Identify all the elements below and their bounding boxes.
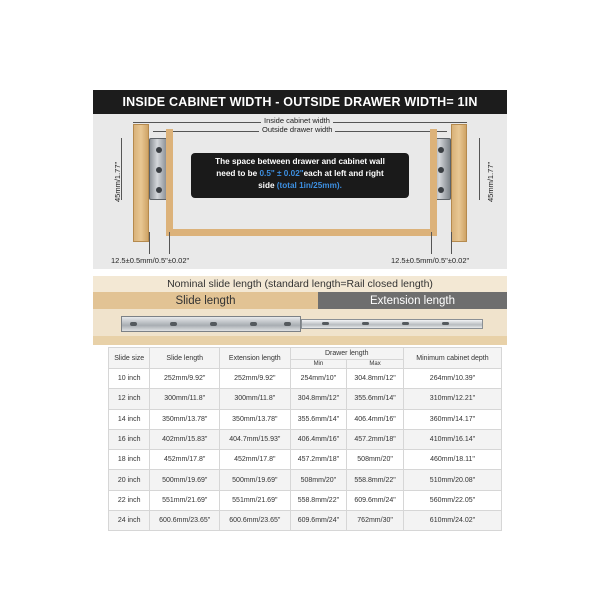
outside-drawer-width-label: Outside drawer width bbox=[259, 125, 335, 134]
table-cell: 300mm/11.8" bbox=[150, 389, 220, 409]
table-cell: 452mm/17.8" bbox=[220, 450, 291, 470]
table-cell: 560mm/22.05" bbox=[403, 490, 501, 510]
table-cell: 10 inch bbox=[109, 369, 150, 389]
table-cell: 24 inch bbox=[109, 511, 150, 531]
rail-height-label-left: 45mm/1.77" bbox=[113, 161, 122, 202]
table-row bbox=[109, 450, 502, 470]
table-cell: 452mm/17.8" bbox=[150, 450, 220, 470]
table-cell: 300mm/11.8" bbox=[220, 389, 291, 409]
table-cell: 16 inch bbox=[109, 429, 150, 449]
gap-label-left: 12.5±0.5mm/0.5"±0.02" bbox=[111, 256, 190, 265]
table-row bbox=[109, 389, 502, 409]
table-cell: 457.2mm/18" bbox=[347, 429, 404, 449]
section-title: INSIDE CABINET WIDTH - OUTSIDE DRAWER WIDTH= 1IN bbox=[93, 90, 507, 114]
table-cell: 600.6mm/23.65" bbox=[150, 511, 220, 531]
extension-length-label: Extension length bbox=[318, 292, 507, 309]
slide-base bbox=[93, 336, 507, 345]
table-cell: 558.8mm/22" bbox=[347, 470, 404, 490]
table-cell: 508mm/20" bbox=[290, 470, 347, 490]
slide-length-diagram bbox=[93, 276, 507, 345]
table-cell: 304.8mm/12" bbox=[290, 389, 347, 409]
table-cell: 402mm/15.83" bbox=[150, 429, 220, 449]
table-cell: 460mm/18.11" bbox=[403, 450, 501, 470]
gap-label-right: 12.5±0.5mm/0.5"±0.02" bbox=[391, 256, 470, 265]
table-cell: 762mm/30" bbox=[347, 511, 404, 531]
table-row bbox=[109, 470, 502, 490]
rail-extension bbox=[301, 319, 483, 329]
col-slide-length: Slide length bbox=[150, 348, 220, 369]
table-cell: 304.8mm/12" bbox=[347, 369, 404, 389]
rail-closed-body bbox=[121, 316, 301, 332]
table-cell: 360mm/14.17" bbox=[403, 409, 501, 429]
cabinet-wall-right bbox=[451, 124, 467, 242]
table-cell: 600.6mm/23.65" bbox=[220, 511, 291, 531]
info-line-3: side (total 1in/25mm). bbox=[258, 181, 342, 190]
spacing-info-box bbox=[191, 153, 409, 198]
table-cell: 252mm/9.92" bbox=[220, 369, 291, 389]
info-line-2: need to be 0.5" ± 0.02"each at left and right bbox=[216, 169, 384, 178]
table-cell: 551mm/21.69" bbox=[220, 490, 291, 510]
table-cell: 355.6mm/14" bbox=[290, 409, 347, 429]
info-line-1: The space between drawer and cabinet wall bbox=[215, 157, 385, 166]
table-cell: 20 inch bbox=[109, 470, 150, 490]
slide-length-label: Slide length bbox=[93, 292, 318, 309]
table-row bbox=[109, 490, 502, 510]
nominal-length-label: Nominal slide length (standard length=Rail closed length) bbox=[93, 276, 507, 292]
table-cell: 406.4mm/16" bbox=[290, 429, 347, 449]
table-cell: 610mm/24.02" bbox=[403, 511, 501, 531]
rail-height-line-right bbox=[479, 138, 480, 200]
table-row bbox=[109, 429, 502, 449]
table-row bbox=[109, 409, 502, 429]
table-cell: 551mm/21.69" bbox=[150, 490, 220, 510]
inside-cabinet-width-label: Inside cabinet width bbox=[261, 116, 333, 125]
table-cell: 22 inch bbox=[109, 490, 150, 510]
table-cell: 14 inch bbox=[109, 409, 150, 429]
table-cell: 500mm/19.69" bbox=[220, 470, 291, 490]
col-min-cabinet-depth: Minimum cabinet depth bbox=[403, 348, 501, 369]
table-cell: 510mm/20.08" bbox=[403, 470, 501, 490]
table-cell: 18 inch bbox=[109, 450, 150, 470]
table-cell: 406.4mm/16" bbox=[347, 409, 404, 429]
table-cell: 609.6mm/24" bbox=[347, 490, 404, 510]
cabinet-wall-left bbox=[133, 124, 149, 242]
col-slide-size: Slide size bbox=[109, 348, 150, 369]
table-cell: 457.2mm/18" bbox=[290, 450, 347, 470]
col-drawer-length: Drawer length bbox=[290, 348, 403, 360]
table-cell: 264mm/10.39" bbox=[403, 369, 501, 389]
table-cell: 254mm/10" bbox=[290, 369, 347, 389]
table-cell: 350mm/13.78" bbox=[220, 409, 291, 429]
col-drawer-min: Min bbox=[290, 360, 347, 369]
col-extension-length: Extension length bbox=[220, 348, 291, 369]
table-cell: 508mm/20" bbox=[347, 450, 404, 470]
table-cell: 410mm/16.14" bbox=[403, 429, 501, 449]
table-cell: 404.7mm/15.93" bbox=[220, 429, 291, 449]
table-cell: 12 inch bbox=[109, 389, 150, 409]
table-cell: 252mm/9.92" bbox=[150, 369, 220, 389]
table-row bbox=[109, 369, 502, 389]
table-cell: 310mm/12.21" bbox=[403, 389, 501, 409]
spec-table bbox=[108, 347, 502, 531]
cabinet-diagram bbox=[93, 114, 507, 269]
table-cell: 350mm/13.78" bbox=[150, 409, 220, 429]
rail-height-label-right: 45mm/1.77" bbox=[486, 161, 495, 202]
table-cell: 500mm/19.69" bbox=[150, 470, 220, 490]
table-cell: 609.6mm/24" bbox=[290, 511, 347, 531]
table-row bbox=[109, 511, 502, 531]
table-cell: 355.6mm/14" bbox=[347, 389, 404, 409]
table-cell: 558.8mm/22" bbox=[290, 490, 347, 510]
col-drawer-max: Max bbox=[347, 360, 404, 369]
